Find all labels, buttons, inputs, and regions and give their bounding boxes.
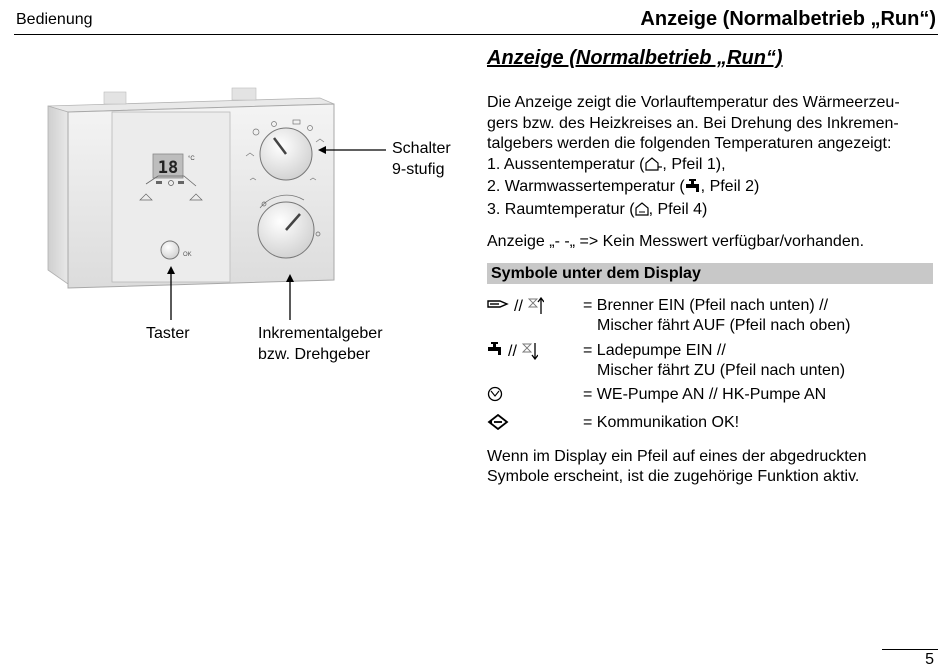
intro-line: Die Anzeige zeigt die Vorlauftemperatur des Wärmeerzeu- bbox=[487, 94, 900, 111]
mixer-up-icon bbox=[528, 297, 544, 322]
symbol-description-line: = WE-Pumpe AN // HK-Pumpe AN bbox=[583, 385, 827, 403]
section-title: Anzeige (Normalbetrieb „Run“) bbox=[487, 47, 783, 69]
tap-icon bbox=[685, 179, 701, 200]
symbol-description bbox=[583, 413, 933, 437]
header-left: Bedienung bbox=[16, 11, 93, 28]
intro-line: talgebers werden die folgenden Temperaturen angezeigt: bbox=[487, 135, 892, 152]
label-9-stufig: 9-stufig bbox=[392, 161, 445, 178]
outdoor-house-icon bbox=[644, 157, 662, 178]
symbol-separator: // bbox=[514, 297, 523, 315]
footer-rule bbox=[882, 649, 938, 650]
symbol-icons bbox=[487, 385, 583, 409]
burner-icon bbox=[487, 297, 509, 318]
symbol-description-line: = Ladepumpe EIN // bbox=[583, 341, 726, 359]
list-item-text: , Pfeil 4) bbox=[648, 200, 708, 218]
symbol-description bbox=[583, 296, 933, 337]
label-drehgeber: bzw. Drehgeber bbox=[258, 346, 371, 363]
symbol-row bbox=[487, 296, 933, 337]
intro-paragraph bbox=[487, 93, 933, 155]
communication-icon bbox=[487, 414, 509, 437]
symbol-description-line: = Kommunikation OK! bbox=[583, 414, 740, 431]
closing-line: Symbole erscheint, ist die zugehörige Funktion aktiv. bbox=[487, 468, 860, 485]
symbol-icons bbox=[487, 296, 583, 337]
lcd-value: 18 bbox=[157, 158, 179, 178]
tap-icon bbox=[487, 342, 503, 363]
header-title: Anzeige (Normalbetrieb „Run“) bbox=[640, 8, 936, 30]
symbol-separator: // bbox=[508, 342, 517, 360]
intro-line: gers bzw. des Heizkreises an. Bei Drehung des Inkremen- bbox=[487, 114, 899, 132]
pump-icon bbox=[487, 386, 503, 409]
list-item-text: , Pfeil 1), bbox=[662, 155, 726, 173]
symbol-description-line: = Brenner EIN (Pfeil nach unten) // bbox=[583, 296, 829, 314]
symbols-table bbox=[487, 296, 933, 437]
symbol-description bbox=[583, 341, 933, 382]
list-item bbox=[487, 177, 933, 200]
list-item bbox=[487, 155, 933, 178]
symbol-row bbox=[487, 341, 933, 382]
content-column bbox=[487, 46, 933, 488]
symbol-description-line: Mischer fährt ZU (Pfeil nach unten) bbox=[597, 362, 846, 379]
symbol-description-line: Mischer fährt AUF (Pfeil nach oben) bbox=[597, 317, 851, 334]
list-item-text: 2. Warmwassertemperatur ( bbox=[487, 178, 685, 195]
mixer-down-icon bbox=[522, 342, 538, 367]
no-value-note: Anzeige „- -„ => Kein Messwert verfügbar/vorhanden. bbox=[487, 233, 865, 250]
device-ok-label: OK bbox=[183, 252, 192, 258]
lcd-unit: °C bbox=[188, 156, 195, 162]
house-icon bbox=[635, 202, 649, 223]
symbols-heading: Symbole unter dem Display bbox=[487, 263, 933, 284]
symbol-row bbox=[487, 413, 933, 437]
symbol-icons bbox=[487, 341, 583, 382]
list-item bbox=[487, 200, 933, 223]
header-rule bbox=[14, 34, 938, 35]
label-taster: Taster bbox=[146, 325, 190, 342]
label-schalter: Schalter bbox=[392, 140, 451, 157]
list-item-text: , Pfeil 2) bbox=[700, 178, 760, 195]
temperature-list bbox=[487, 155, 933, 223]
closing-paragraph bbox=[487, 447, 933, 488]
controller-device-image bbox=[8, 84, 340, 320]
list-item-text: 3. Raumtemperatur ( bbox=[487, 200, 635, 218]
closing-line: Wenn im Display ein Pfeil auf eines der abgedruckten bbox=[487, 447, 867, 465]
controller-device-drawing bbox=[8, 84, 340, 320]
symbol-row bbox=[487, 385, 933, 409]
symbol-icons bbox=[487, 413, 583, 437]
list-item-text: 1. Aussentemperatur ( bbox=[487, 155, 645, 173]
symbol-description bbox=[583, 385, 933, 409]
page-number: 5 bbox=[925, 651, 934, 668]
label-inkrementalgeber: Inkrementalgeber bbox=[258, 325, 383, 342]
